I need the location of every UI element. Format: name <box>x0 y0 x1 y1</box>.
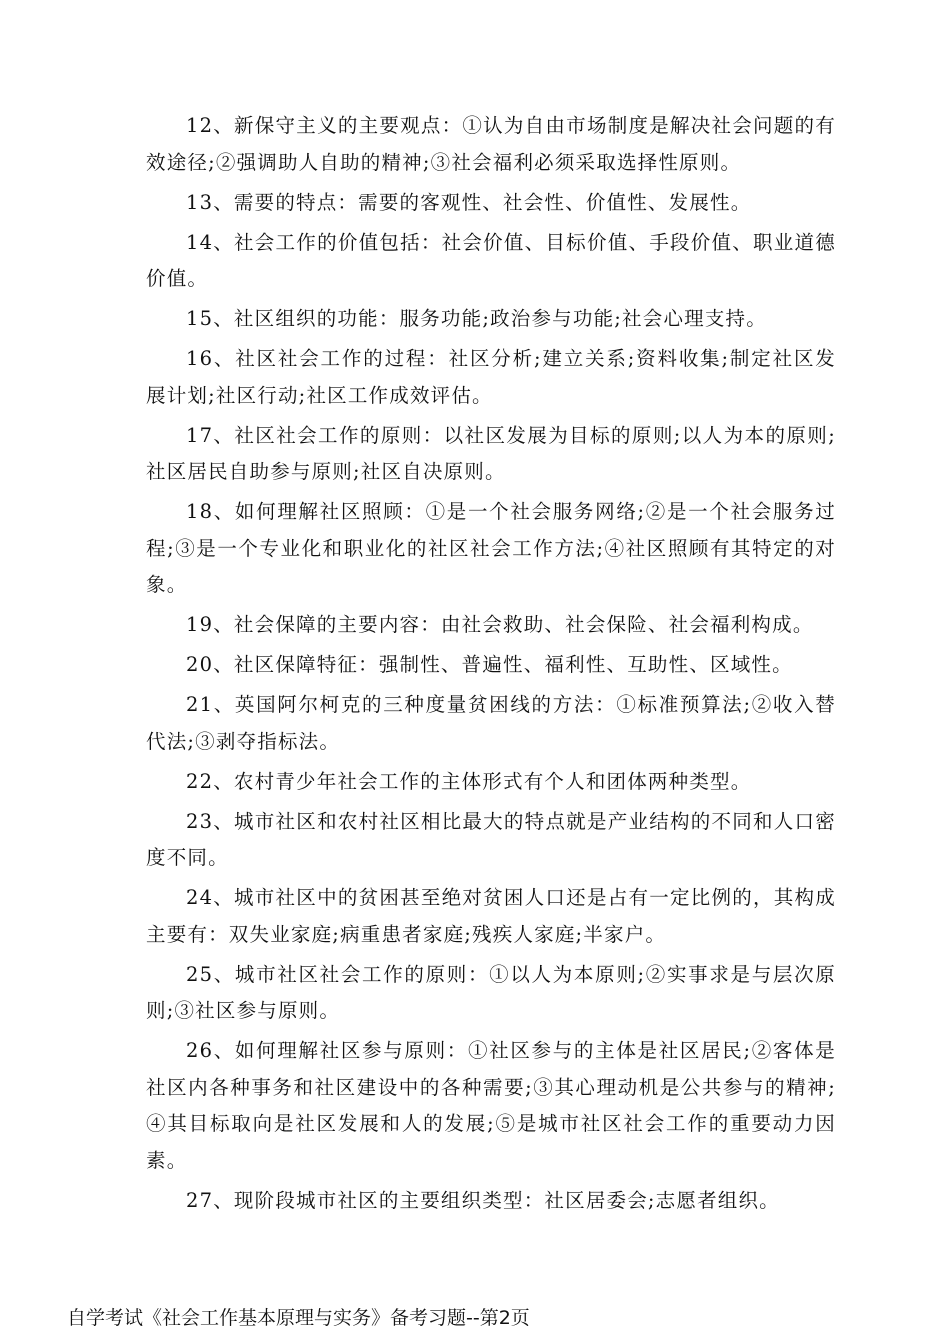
list-item: 27、现阶段城市社区的主要组织类型：社区居委会;志愿者组织。 <box>186 1188 780 1212</box>
page-footer: 自学考试《社会工作基本原理与实务》备考习题--第2页 <box>67 1307 530 1329</box>
list-item: 21、英国阿尔柯克的三种度量贫困线的方法：①标准预算法;②收入替代法;③剥夺指标法。 <box>146 693 836 753</box>
list-item: 19、社会保障的主要内容：由社会救助、社会保险、社会福利构成。 <box>186 613 814 636</box>
list-item: 14、社会工作的价值包括：社会价值、目标价值、手段价值、职业道德价值。 <box>146 230 836 290</box>
list-item: 24、城市社区中的贫困甚至绝对贫困人口还是占有一定比例的，其构成主要有：双失业家庭;病重患者家庭;残疾人家庭;半家户。 <box>146 886 836 946</box>
list-item: 13、需要的特点：需要的客观性、社会性、价值性、发展性。 <box>186 190 752 214</box>
list-item: 15、社区组织的功能：服务功能;政治参与功能;社会心理支持。 <box>186 307 767 330</box>
document-body <box>146 108 836 1223</box>
list-item: 16、社区社会工作的过程：社区分析;建立关系;资料收集;制定社区发展计划;社区行动;社区工作成效评估。 <box>146 347 836 407</box>
list-item: 26、如何理解社区参与原则：①社区参与的主体是社区居民;②客体是社区内各种事务和社区建设中的各种需要;③其心理动机是公共参与的精神;④其目标取向是社区发展和人的发展;⑤是城市社区社会工作的重要动力因素。 <box>146 1039 836 1172</box>
list-item: 12、新保守主义的主要观点：①认为自由市场制度是解决社会问题的有效途径;②强调助人自助的精神;③社会福利必须采取选择性原则。 <box>146 114 836 174</box>
list-item: 18、如何理解社区照顾：①是一个社会服务网络;②是一个社会服务过程;③是一个专业化和职业化的社区社会工作方法;④社区照顾有其特定的对象。 <box>146 500 836 596</box>
list-item: 20、社区保障特征：强制性、普遍性、福利性、互助性、区域性。 <box>186 653 793 676</box>
list-item: 23、城市社区和农村社区相比最大的特点就是产业结构的不同和人口密度不同。 <box>146 809 836 869</box>
list-item: 25、城市社区社会工作的原则：①以人为本原则;②实事求是与层次原则;③社区参与原则。 <box>146 962 836 1022</box>
list-item: 17、社区社会工作的原则：以社区发展为目标的原则;以人为本的原则;社区居民自助参与原则;社区自决原则。 <box>146 423 836 483</box>
list-item: 22、农村青少年社会工作的主体形式有个人和团体两种类型。 <box>186 769 752 793</box>
